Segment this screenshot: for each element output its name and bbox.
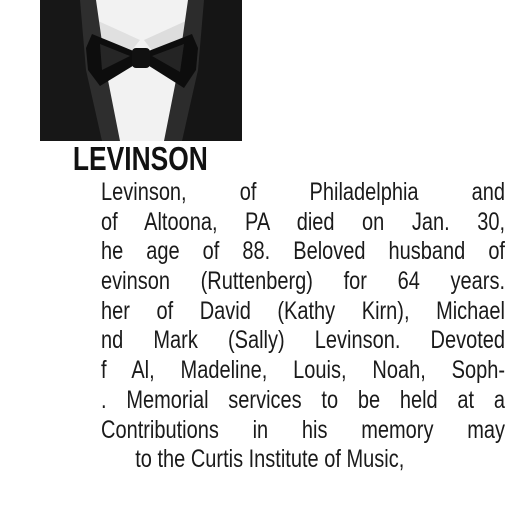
obituary-surname: LEVINSON: [72, 140, 208, 177]
obituary-line-text: Levinson, of Philadelphia and: [101, 178, 505, 206]
obituary-line: [0, 296, 505, 327]
obituary-text: [0, 178, 505, 475]
obituary-line-text: Contributions in his memory may: [101, 415, 505, 444]
obituary-line: [0, 415, 505, 446]
obituary-line-text: her of David (Kathy Kirn), Michael: [101, 296, 505, 325]
obituary-line: [0, 445, 404, 475]
obituary-line-text: he age of 88. Beloved husband of: [101, 237, 505, 266]
obituary-line-text: f Al, Madeline, Louis, Noah, Soph-: [101, 356, 505, 385]
obituary-line-text: . Memorial services to be held at a: [101, 385, 505, 414]
portrait-photo: [40, 0, 242, 141]
obituary-line: [0, 267, 505, 297]
obituary-line: [0, 237, 505, 267]
obituary-line-text: to the Curtis Institute of Music,: [135, 445, 404, 474]
obituary-line-text: nd Mark (Sally) Levinson. Devoted: [101, 326, 505, 355]
obituary-line: [0, 356, 505, 386]
obituary-line-text: evinson (Ruttenberg) for 64 years.: [101, 267, 505, 296]
obituary-line: [0, 326, 505, 356]
obituary-line: [0, 385, 505, 416]
obituary-line: [0, 207, 505, 238]
obituary-line: [0, 178, 505, 208]
obituary-line-text: of Altoona, PA died on Jan. 30,: [101, 207, 505, 236]
